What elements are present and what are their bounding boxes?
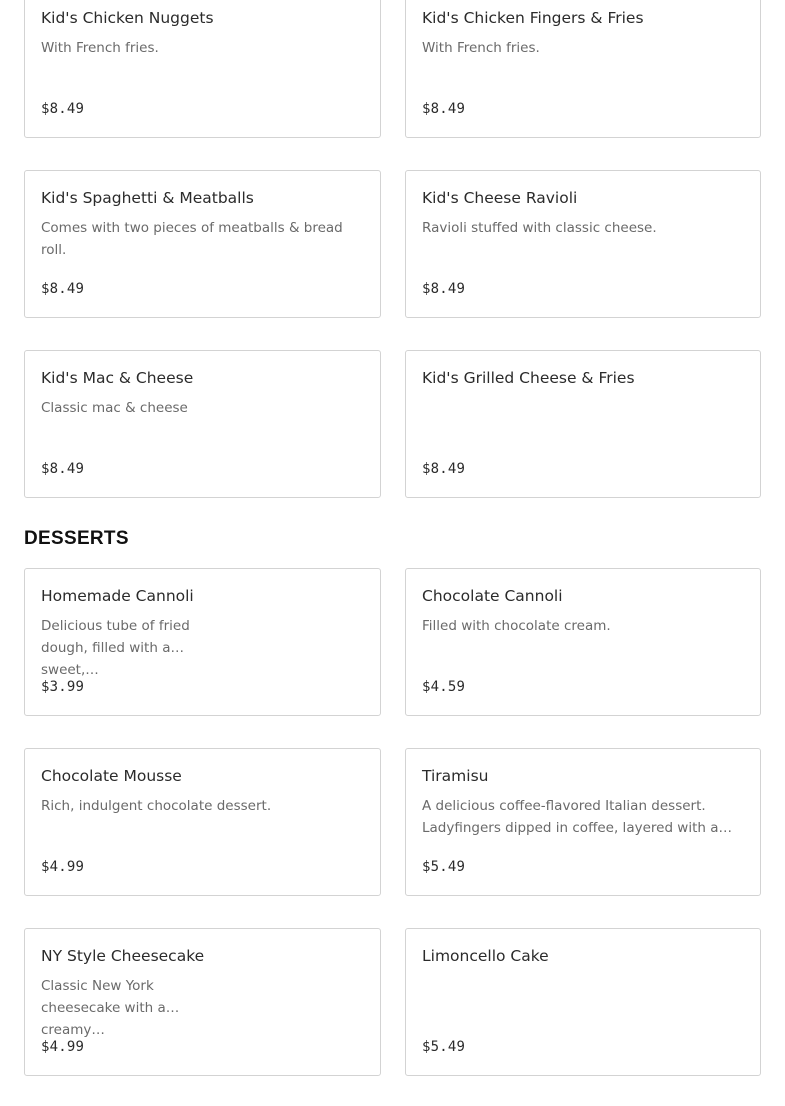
menu-item-name: Kid's Cheese Ravioli	[422, 189, 578, 207]
menu-item-price: $4.99	[41, 1039, 85, 1055]
menu-item-description: Classic New York cheesecake with a creamy…	[41, 978, 166, 1038]
menu-item-name: Kid's Mac & Cheese	[41, 369, 194, 387]
menu-item-name: Limoncello Cake	[422, 947, 549, 965]
menu-item-description: Comes with two pieces of meatballs & bread roll.	[41, 220, 343, 258]
menu-item-name: Kid's Grilled Cheese & Fries	[422, 369, 635, 387]
menu-item-description: Rich, indulgent chocolate dessert.	[41, 798, 272, 814]
menu-item-name: NY Style Cheesecake	[41, 947, 205, 965]
menu-item-price: $4.99	[41, 859, 85, 875]
menu-item-card[interactable]	[24, 170, 381, 318]
menu-item-description: A delicious coffee-flavored Italian dessert. Ladyfingers dipped in coffee, layered with a…	[422, 798, 733, 836]
menu-item-description: With French fries.	[422, 40, 540, 56]
menu-item-card[interactable]	[405, 350, 761, 498]
menu-item-description: Ravioli stuffed with classic cheese.	[422, 220, 657, 236]
menu-item-price: $5.49	[422, 859, 466, 875]
menu-item-price: $4.59	[422, 679, 466, 695]
menu-item-description: With French fries.	[41, 40, 159, 56]
menu-item-price: $5.49	[422, 1039, 466, 1055]
menu-item-card[interactable]	[405, 170, 761, 318]
menu-item-name: Tiramisu	[422, 767, 489, 785]
menu-item-card[interactable]	[24, 748, 381, 896]
menu-item-name: Homemade Cannoli	[41, 587, 194, 605]
menu-item-price: $8.49	[422, 461, 466, 477]
menu-item-card[interactable]	[24, 0, 381, 138]
desserts-menu-grid	[24, 568, 761, 1076]
menu-item-price: $8.49	[41, 461, 85, 477]
menu-item-card[interactable]	[405, 568, 761, 716]
menu-item-card[interactable]	[405, 928, 761, 1076]
kids-menu-grid	[24, 0, 761, 498]
menu-item-description: Classic mac & cheese	[41, 400, 188, 416]
menu-item-card[interactable]	[24, 350, 381, 498]
menu-item-name: Chocolate Mousse	[41, 767, 182, 785]
menu-item-name: Chocolate Cannoli	[422, 587, 563, 605]
section-title-desserts: DESSERTS	[24, 528, 129, 549]
menu-item-price: $8.49	[41, 281, 85, 297]
menu-item-description: Delicious tube of fried dough, filled with a sweet,…	[41, 618, 190, 678]
menu-item-card[interactable]	[24, 568, 381, 716]
menu-item-name: Kid's Chicken Fingers & Fries	[422, 9, 644, 27]
menu-item-card[interactable]	[24, 928, 381, 1076]
menu-item-name: Kid's Chicken Nuggets	[41, 9, 214, 27]
menu-item-price: $8.49	[422, 101, 466, 117]
menu-item-card[interactable]	[405, 0, 761, 138]
menu-item-price: $8.49	[41, 101, 85, 117]
menu-item-card[interactable]	[405, 748, 761, 896]
menu-item-price: $3.99	[41, 679, 85, 695]
menu-item-price: $8.49	[422, 281, 466, 297]
menu-item-name: Kid's Spaghetti & Meatballs	[41, 189, 254, 207]
menu-item-description: Filled with chocolate cream.	[422, 618, 611, 634]
